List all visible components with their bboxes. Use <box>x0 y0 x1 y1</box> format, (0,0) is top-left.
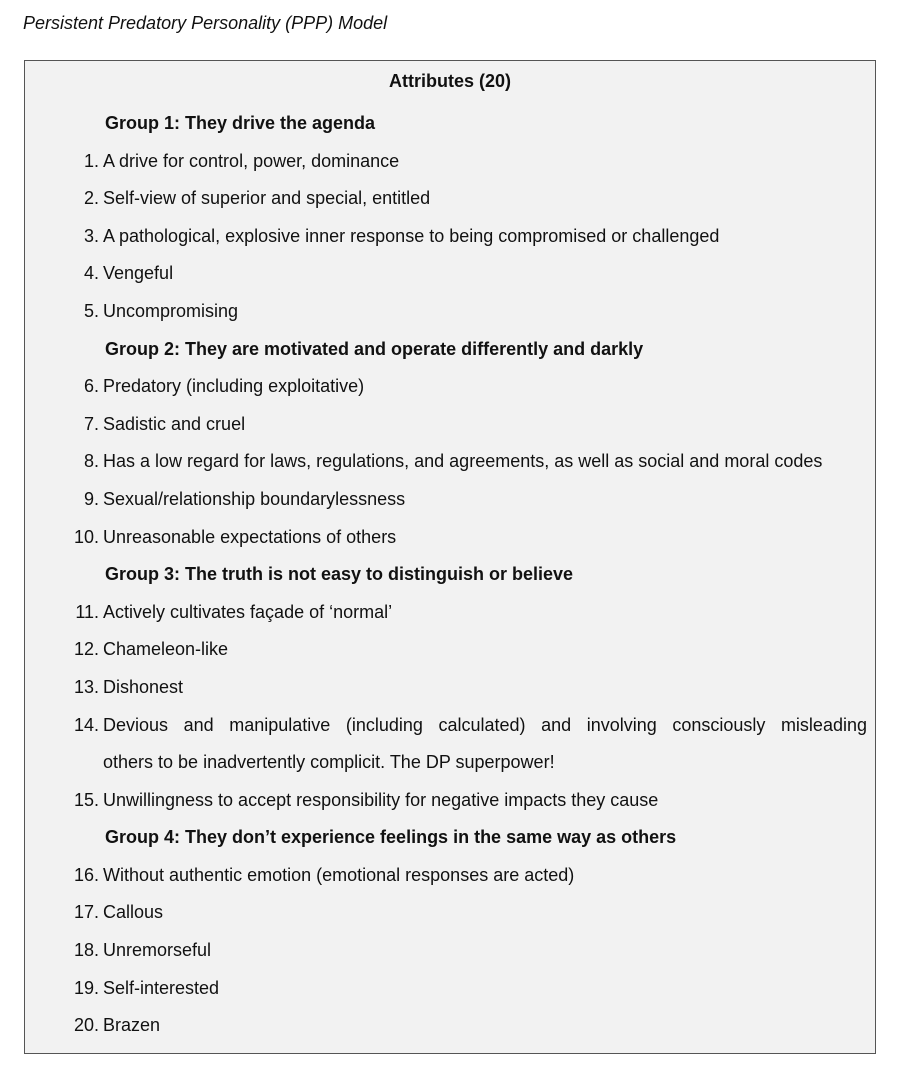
item-number: 2. <box>83 188 99 209</box>
list-item <box>25 599 875 637</box>
list-item <box>25 298 875 336</box>
item-number: 4. <box>83 263 99 284</box>
item-text: Vengeful <box>103 263 174 284</box>
item-number: 5. <box>83 300 99 321</box>
item-text: A drive for control, power, dominance <box>103 150 400 171</box>
item-text: Unremorseful <box>103 940 212 961</box>
item-number: 6. <box>83 376 99 397</box>
list-item <box>25 1012 875 1050</box>
item-text: A pathological, explosive inner response to being compromised or challenged <box>103 225 720 246</box>
list-item <box>25 185 875 223</box>
list-item <box>25 486 875 524</box>
item-number: 7. <box>83 413 99 434</box>
list-item <box>25 674 875 712</box>
attributes-table <box>24 60 876 1054</box>
item-text: Callous <box>103 902 164 923</box>
list-item <box>25 373 875 411</box>
item-text: Unreasonable expectations of others <box>103 526 397 547</box>
item-text: Without authentic emotion (emotional responses are acted) <box>103 864 575 885</box>
item-text: Has a low regard for laws, regulations, and agreements, as well as social and moral codes <box>103 451 823 472</box>
list-item <box>25 862 875 900</box>
item-text: Predatory (including exploitative) <box>103 376 365 397</box>
group-heading-text: Group 1: They drive the agenda <box>105 113 376 133</box>
figure-caption: Persistent Predatory Personality (PPP) Model <box>23 13 388 33</box>
list-item <box>25 524 875 562</box>
item-text: Unwillingness to accept responsibility for negative impacts they cause <box>103 789 659 810</box>
list-item <box>25 448 875 486</box>
item-number: 14. <box>73 714 99 735</box>
list-item <box>25 712 875 750</box>
group-heading-text: Group 2: They are motivated and operate differently and darkly <box>105 338 644 359</box>
table-header: Attributes (20) <box>388 71 511 91</box>
item-number: 17. <box>73 902 99 923</box>
list-item <box>25 937 875 975</box>
item-text: Sexual/relationship boundarylessness <box>103 488 406 509</box>
group-heading-text: Group 4: They don’t experience feelings in the same way as others <box>105 827 677 848</box>
list-item <box>25 636 875 674</box>
list-item <box>25 411 875 449</box>
list-item <box>25 787 875 825</box>
item-text: Self-interested <box>103 977 220 998</box>
item-text: Chameleon-like <box>103 639 229 660</box>
list-item <box>25 148 875 186</box>
list-item <box>25 975 875 1013</box>
group-heading <box>25 561 875 599</box>
list-item <box>25 899 875 937</box>
group-heading-text: Group 3: The truth is not easy to distinguish or believe <box>105 564 574 585</box>
item-text: Uncompromising <box>103 300 239 321</box>
item-text: Self-view of superior and special, entitled <box>103 188 431 209</box>
item-number: 12. <box>73 639 99 660</box>
item-text: Dishonest <box>103 676 184 697</box>
item-number: 3. <box>83 225 99 246</box>
item-number: 13. <box>73 676 99 697</box>
list-item <box>25 223 875 261</box>
group-heading <box>25 110 875 148</box>
item-number: 1. <box>83 150 99 171</box>
item-text: Actively cultivates façade of ‘normal’ <box>103 601 393 622</box>
item-text: Devious and manipulative (including calculated) and involving consciously misleading <box>103 714 867 735</box>
attributes-list <box>25 110 875 1050</box>
item-number: 9. <box>83 488 99 509</box>
item-number: 18. <box>73 940 99 961</box>
item-number: 16. <box>73 864 99 885</box>
item-text: others to be inadvertently complicit. The DP superpower! <box>103 752 555 773</box>
item-text: Sadistic and cruel <box>103 413 246 434</box>
list-item-continuation <box>25 749 875 787</box>
group-heading <box>25 336 875 374</box>
group-heading <box>25 824 875 862</box>
list-item <box>25 260 875 298</box>
item-number: 8. <box>83 451 99 472</box>
item-text: Brazen <box>103 1015 161 1036</box>
item-number: 15. <box>73 789 99 810</box>
item-number: 11. <box>75 601 99 622</box>
item-number: 10. <box>73 526 99 547</box>
item-number: 19. <box>73 977 99 998</box>
item-number: 20. <box>73 1015 99 1036</box>
